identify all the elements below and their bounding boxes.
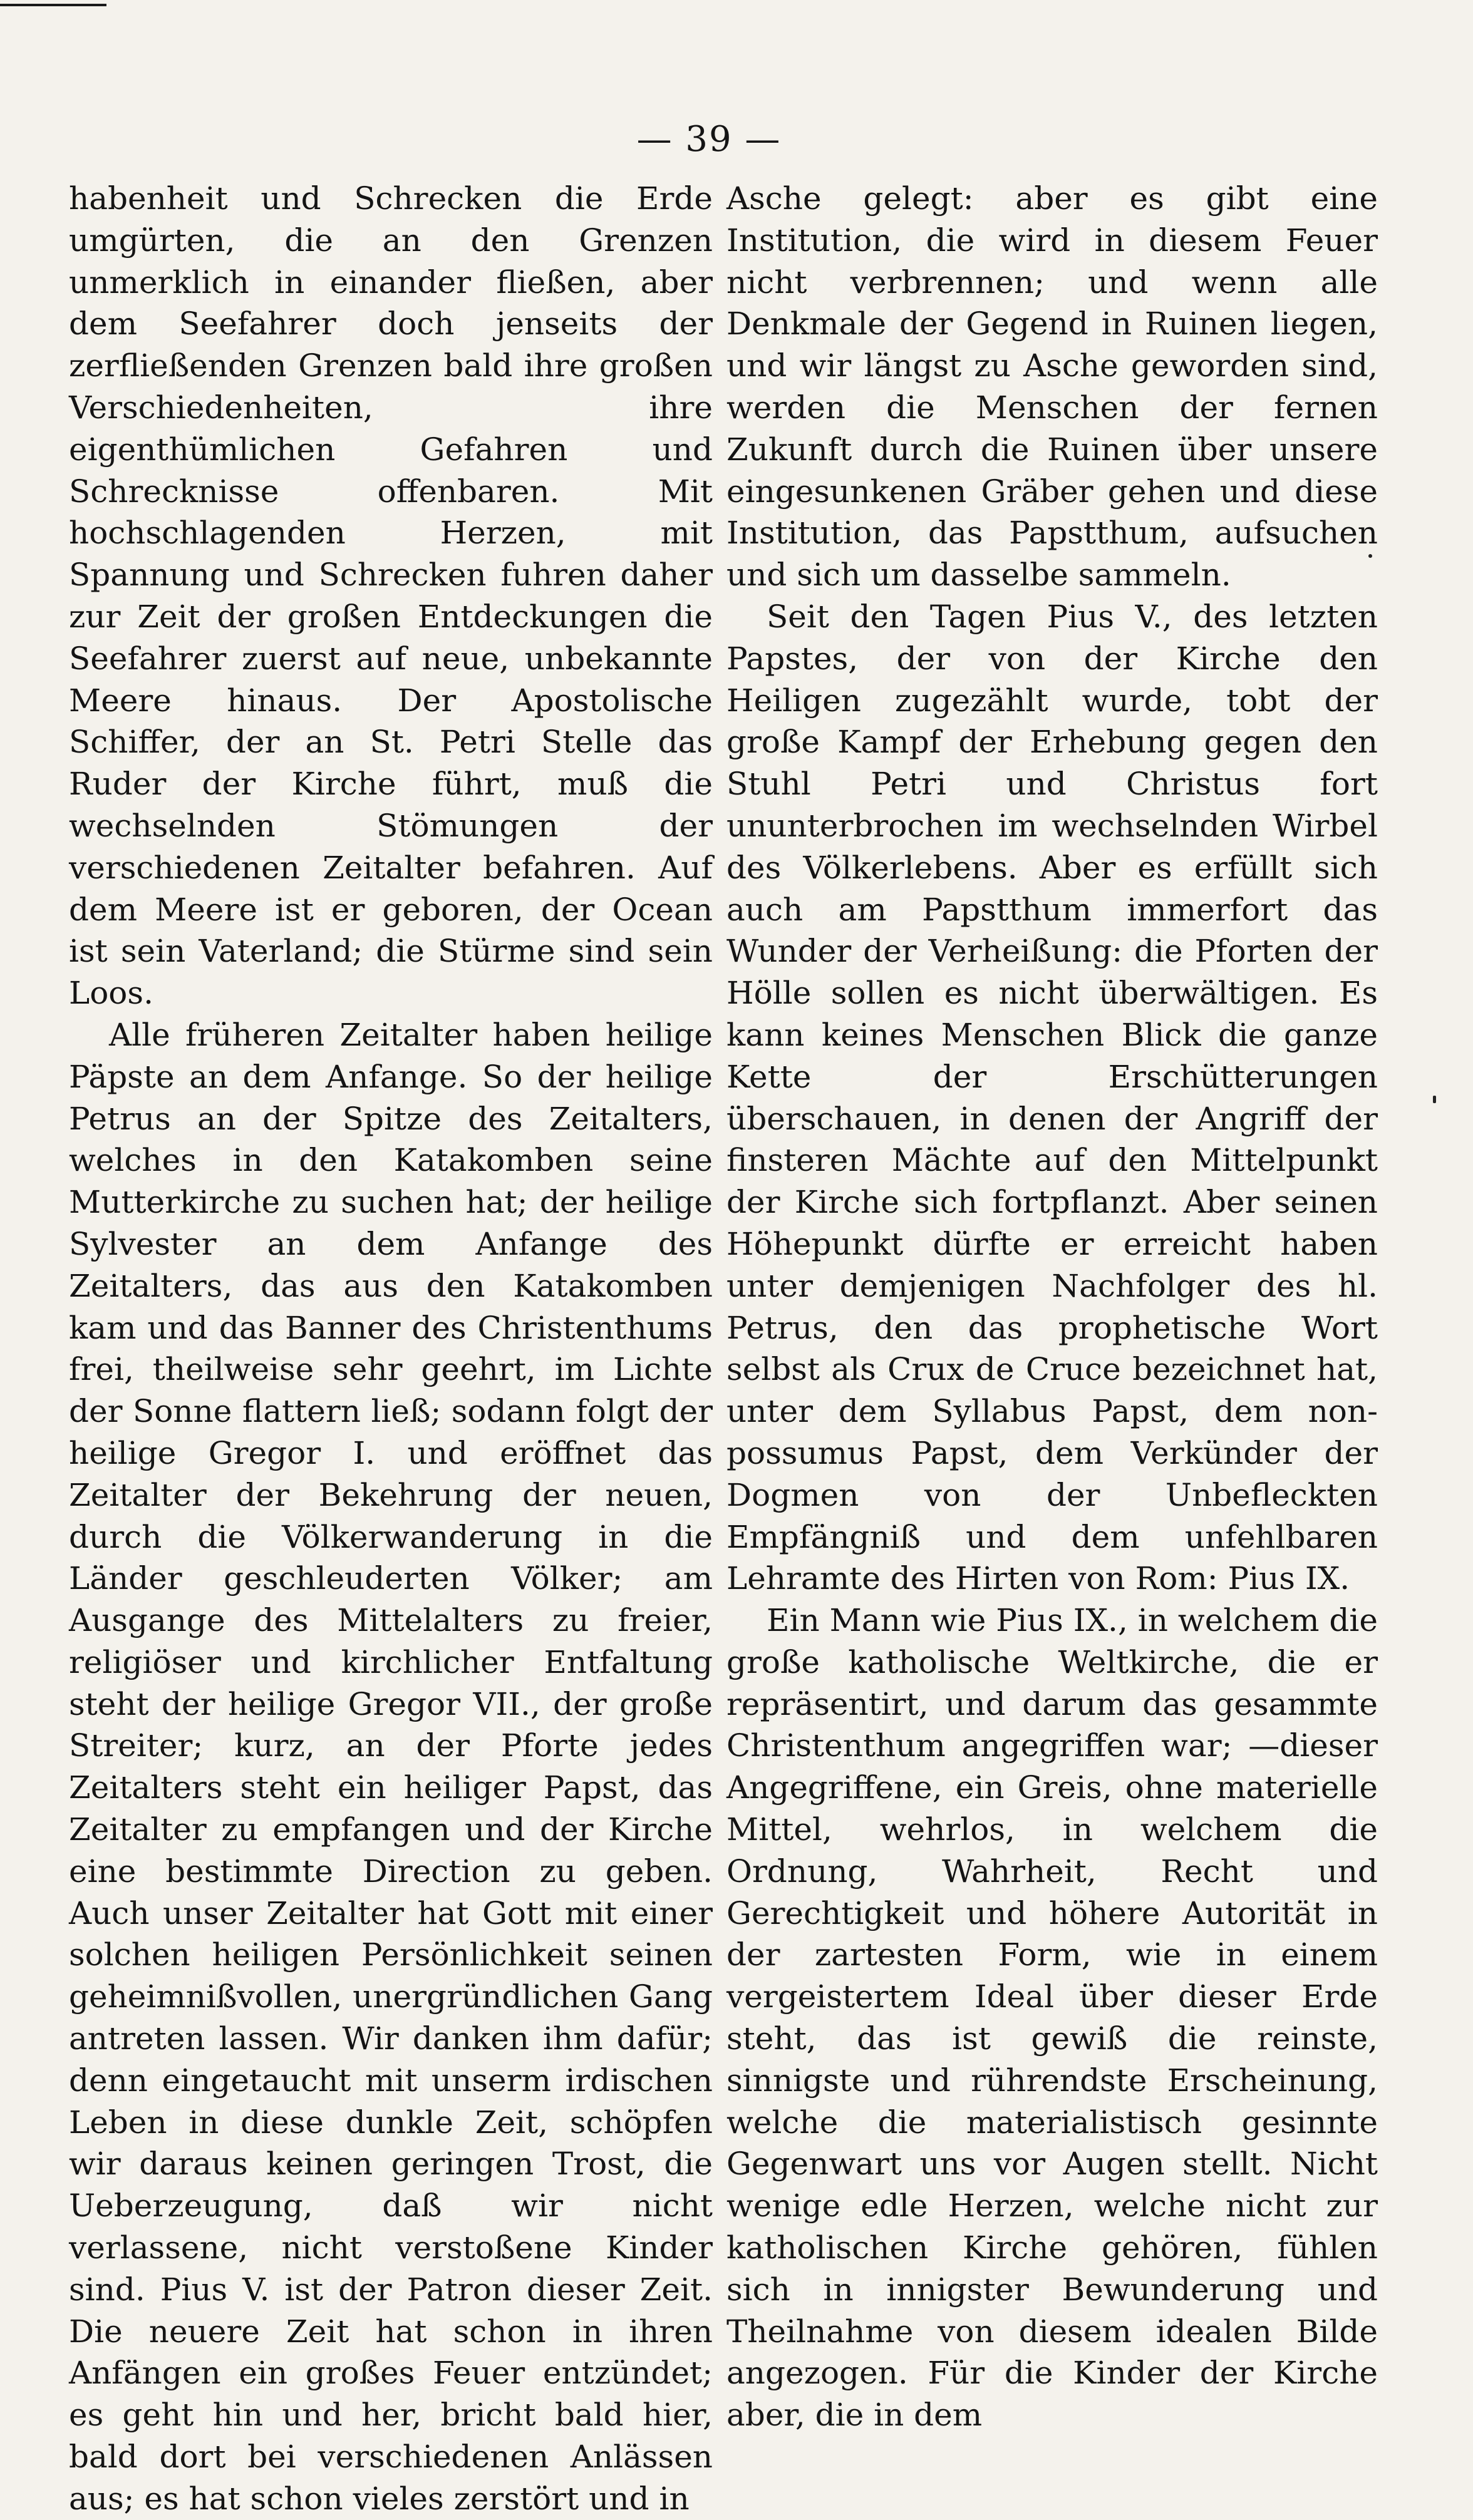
left-column (69, 178, 713, 2520)
top-edge-rule (0, 4, 106, 6)
right-paragraph-3: Ein Mann wie Pius IX., in welchem die große katholische Weltkirche, die er repräsentirt, und darum das gesammte Christenthum angegriffen war; —dieser Angegriffene, ein Greis, ohne materielle Mittel, wehrlos, in welchem die Ordnung, Wahrheit, Recht und Gerechtigkeit und höhere Autorität in der zartesten Form, wie in einem vergeistertem Ideal über dieser Erde steht, das ist gewiß die reinste, sinnigste und rührendste Erscheinung, welche die materialistisch gesinnte Gegenwart uns vor Augen stellt. Nicht wenige edle Herzen, welche nicht zur katholischen Kirche gehören, fühlen sich in innigster Bewunderung und Theilnahme von diesem idealen Bilde angezogen. Für die Kinder der Kirche aber, die in dem (726, 1602, 1378, 2434)
page-number: — 39 — (636, 119, 782, 160)
left-paragraph-2: Alle früheren Zeitalter haben heilige Päpste an dem Anfange. So der heilige Petrus an der Spitze des Zeitalters, welches in den Katakomben seine Mutterkirche zu suchen hat; der heilige Sylvester an dem Anfange des Zeitalters, das aus den Katakomben kam und das Banner des Christenthums frei, theilweise sehr geehrt, im Lichte der Sonne flattern ließ; sodann folgt der heilige Gregor I. und eröffnet das Zeitalter der Bekehrung der neuen, durch die Völkerwanderung in die Länder geschleuderten Völker; am Ausgange des Mittelalters zu freier, religiöser und kirchlicher Entfaltung steht der heilige Gregor VII., der große Streiter; kurz, an der Pforte jedes Zeitalters steht ein heiliger Papst, das Zeitalter zu empfangen und der Kirche eine bestimmte Direction zu geben. Auch unser Zeitalter hat Gott mit einer solchen heiligen Persönlichkeit seinen geheimnißvollen, unergründlichen Gang antreten lassen. Wir danken ihm dafür; denn eingetaucht mit unserm irdischen Leben in diese dunkle Zeit, schöpfen wir daraus keinen geringen Trost, die Ueberzeugung, daß wir nicht verlassene, nicht verstoßene Kinder sind. Pius V. ist der Patron dieser Zeit. Die neuere Zeit hat schon in ihren Anfängen ein großes Feuer entzündet; es geht hin und her, bricht bald hier, bald dort bei verschiedenen Anlässen aus; es hat schon vieles zerstört und in (69, 1016, 713, 2517)
left-paragraph-1: habenheit und Schrecken die Erde umgürten, die an den Grenzen unmerklich in einander fließen, aber dem Seefahrer doch jenseits der zerfließenden Grenzen bald ihre großen Verschiedenheiten, ihre eigenthümlichen Gefahren und Schrecknisse offenbaren. Mit hochschlagenden Herzen, mit Spannung und Schrecken fuhren daher zur Zeit der großen Entdeckungen die Seefahrer zuerst auf neue, unbekannte Meere hinaus. Der Apostolische Schiffer, der an St. Petri Stelle das Ruder der Kirche führt, muß die wechselnden Stömungen der verschiedenen Zeitalter befahren. Auf dem Meere ist er geboren, der Ocean ist sein Vaterland; die Stürme sind sein Loos. (69, 180, 713, 1012)
right-paragraph-1: Asche gelegt: aber es gibt eine Institution, die wird in diesem Feuer nicht verbrennen; und wenn alle Denkmale der Gegend in Ruinen liegen, und wir längst zu Asche geworden sind, werden die Menschen der fernen Zukunft durch die Ruinen über unsere eingesunkenen Gräber gehen und diese Institution, das Papstthum, aufsuchen und sich um dasselbe sammeln. (726, 180, 1378, 594)
ink-speck (1368, 554, 1372, 558)
ink-speck (1433, 1096, 1436, 1103)
right-paragraph-2: Seit den Tagen Pius V., des letzten Papstes, der von der Kirche den Heiligen zugezählt wurde, tobt der große Kampf der Erhebung gegen den Stuhl Petri und Christus fort ununterbrochen im wechselnden Wirbel des Völkerlebens. Aber es erfüllt sich auch am Papstthum immerfort das Wunder der Verheißung: die Pforten der Hölle sollen es nicht überwältigen. Es kann keines Menschen Blick die ganze Kette der Erschütterungen überschauen, in denen der Angriff der finsteren Mächte auf den Mittelpunkt der Kirche sich fortpflanzt. Aber seinen Höhepunkt dürfte er erreicht haben unter demjenigen Nachfolger des hl. Petrus, den das prophetische Wort selbst als Crux de Cruce bezeichnet hat, unter dem Syllabus Papst, dem non-possumus Papst, dem Verkünder der Dogmen von der Unbefleckten Empfängniß und dem unfehlbaren Lehramte des Hirten von Rom: Pius IX. (726, 598, 1378, 1597)
right-column (726, 178, 1378, 2436)
